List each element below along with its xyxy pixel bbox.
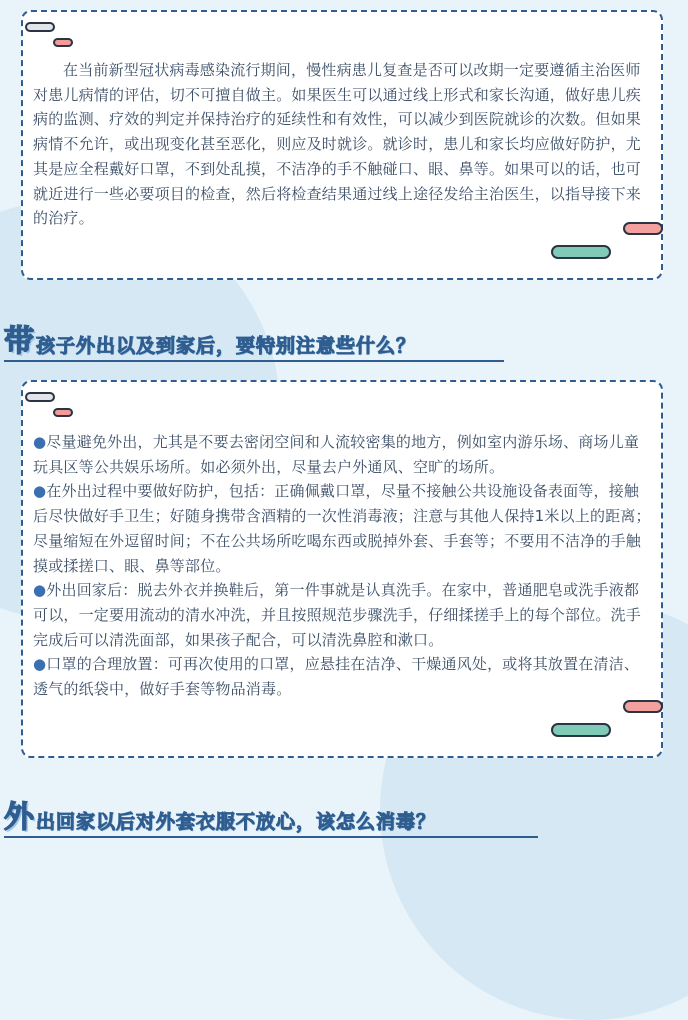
list-item-text: 外出回家后：脱去外衣并换鞋后，第一件事就是认真洗手。在家中，普通肥皂或洗手液都可以，一定要用流动的清水冲洗，并且按照规范步骤洗手，仔细揉搓手上的每个部位。洗手完成后可以清洗面部，如果孩子配合，可以清洗鼻腔和漱口。 bbox=[33, 581, 642, 649]
list-item-text: 在外出过程中要做好防护，包括：正确佩戴口罩，尽量不接触公共设施设备表面等，接触后尽快做好手卫生；好随身携带含酒精的一次性消毒液；注意与其他人保持1米以上的距离；尽量缩短在外逗留时间；不在公共场所吃喝东西或脱掉外套、手套等；不要用不洁净的手触摸或揉搓口、眼、鼻等部位。 bbox=[33, 482, 651, 575]
decorative-pill bbox=[551, 723, 611, 737]
decorative-pill bbox=[623, 222, 663, 235]
heading-text: 孩子外出以及到家后，要特别注意些什么？ bbox=[36, 335, 417, 357]
heading-text: 出回家以后对外套衣服不放心，该怎么消毒？ bbox=[36, 811, 437, 833]
heading-initial: 外 bbox=[4, 800, 34, 835]
list-item bbox=[33, 430, 653, 479]
list-item bbox=[33, 578, 653, 652]
decorative-pill bbox=[25, 22, 55, 32]
bullet-icon: ● bbox=[33, 655, 47, 674]
decorative-pill bbox=[623, 700, 663, 713]
list-item-text: 口罩的合理放置：可再次使用的口罩，应悬挂在洁净、干燥通风处，或将其放置在清洁、透气的纸袋中，做好手套等物品消毒。 bbox=[33, 655, 640, 699]
card-paragraph: 在当前新型冠状病毒感染流行期间，慢性病患儿复查是否可以改期一定要遵循主治医师对患儿病情的评估，切不可擅自做主。如果医生可以通过线上形式和家长沟通，做好患儿疾病的监测、疗效的判定并保持治疗的延续性和有效性，可以减少到医院就诊的次数。但如果病情不允许，或出现变化甚至恶化，则应及时就诊。就诊时，患儿和家长均应做好防护，尤其是应全程戴好口罩，不到处乱摸，不洁净的手不触碰口、眼、鼻等。如果可以的话，也可就近进行一些必要项目的检查，然后将检查结果通过线上途径发给主治医生，以指导接下来的治疗。 bbox=[33, 61, 642, 228]
bullet-icon: ● bbox=[33, 581, 47, 600]
list-item bbox=[33, 652, 653, 701]
decorative-pill bbox=[53, 38, 73, 47]
list-item bbox=[33, 479, 653, 578]
info-card-outing-tips bbox=[21, 380, 663, 758]
info-card-recheck bbox=[21, 10, 663, 280]
bullet-icon: ● bbox=[33, 482, 47, 501]
decorative-pill bbox=[53, 408, 73, 417]
list-item-text: 尽量避免外出，尤其是不要去密闭空间和人流较密集的地方，例如室内游乐场、商场儿童玩具区等公共娱乐场所。如必须外出，尽量去户外通风、空旷的场所。 bbox=[33, 433, 640, 476]
bullet-icon: ● bbox=[33, 433, 47, 451]
section-heading bbox=[4, 326, 504, 362]
decorative-pill bbox=[551, 245, 611, 259]
heading-initial: 带 bbox=[4, 324, 34, 359]
decorative-pill bbox=[25, 392, 55, 402]
section-heading bbox=[4, 802, 538, 838]
tips-list bbox=[33, 430, 653, 702]
